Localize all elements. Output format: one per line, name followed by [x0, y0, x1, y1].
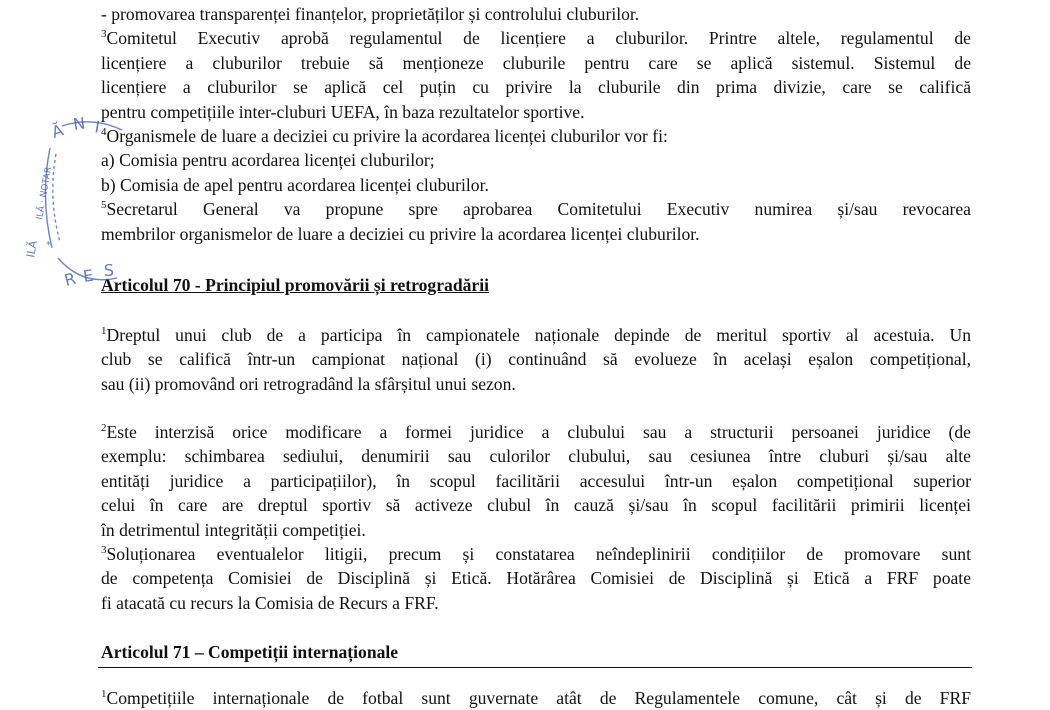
paragraph-number: 1 — [101, 688, 107, 701]
line-text: membrilor organismelor de luare a deciziei cu privire la acordarea licenței cluburilor. — [101, 223, 700, 244]
line-text: Soluționarea eventualelor litigii, precum și constatarea neîndeplinirii condițiilor de promovare sunt — [106, 544, 971, 564]
svg-text:I: I — [93, 117, 102, 137]
paragraph-number: 2 — [101, 422, 107, 435]
line-text: fi atacată cu recurs la Comisia de Recurs a FRF. — [101, 592, 439, 613]
line-text: sau (ii) promovând ori retrogradând la sfârșitul unui sezon. — [101, 373, 516, 394]
line-text: pentru competițiile inter-cluburi UEFA, în baza rezultatelor sportive. — [101, 101, 585, 122]
line-text: în detrimentul integrității competiției. — [101, 519, 366, 540]
line-text: entități juridice a participațiilor), în scopul facilitării accesului într-un eșalon competițional superior — [101, 470, 971, 491]
line-text: Organismele de luare a deciziei cu privire la acordarea licenței cluburilor vor fi: — [106, 126, 668, 146]
line-text: - promovarea transparenței finanțelor, proprietăților și controlului cluburilor. — [101, 4, 640, 24]
paragraph-number: 4 — [101, 126, 107, 139]
article-70-p2-line — [101, 420, 971, 444]
svg-text:Ă: Ă — [49, 120, 66, 142]
svg-text:E: E — [81, 265, 95, 286]
licensing-line — [101, 197, 971, 221]
licensing-line — [101, 222, 971, 246]
licensing-line — [101, 148, 971, 172]
article-70-p2-line — [101, 542, 971, 566]
svg-text:*: * — [46, 240, 51, 251]
licensing-line — [101, 2, 971, 26]
svg-text:S: S — [103, 260, 115, 280]
line-text: celui în care are dreptul sportiv să activeze clubul în cauză și/sau în scopul facilitării primirii licenței — [101, 495, 971, 516]
paragraph-number: 3 — [101, 544, 107, 557]
article-70-p2-line — [101, 566, 971, 590]
licensing-line — [101, 51, 971, 75]
article-71-line — [101, 686, 971, 710]
svg-text:ILĂ: ILĂ — [24, 239, 40, 259]
licensing-line — [101, 26, 971, 50]
paragraph-number: 3 — [101, 28, 107, 41]
article-70-heading: Articolul 70 - Principiul promovării și retrogradării — [101, 275, 489, 295]
licensing-line — [101, 100, 971, 124]
article-70-p2-line — [101, 444, 971, 468]
line-text: exemplu: schimbarea sediului, denumirii sau culorilor clubului, sau cesiunea între cluburi și/sau alte — [101, 446, 971, 467]
line-text: b) Comisia de apel pentru acordarea licenței cluburilor. — [101, 174, 489, 195]
article-70-p2-line — [101, 469, 971, 493]
article-70-p1-line — [101, 372, 971, 396]
line-text: Dreptul unui club de a participa în campionatele naționale depinde de meritul sportiv al acestuia. Un — [106, 325, 971, 345]
article-70-p2-line — [101, 591, 971, 615]
line-text: a) Comisia pentru acordarea licenței cluburilor; — [101, 150, 435, 171]
article-70-p1-line — [101, 347, 971, 371]
article-70-p1-line — [101, 323, 971, 347]
line-text: Competițiile internaționale de fotbal sunt guvernate atât de Regulamentele comune, cât și de FRF — [106, 688, 971, 708]
licensing-line — [101, 173, 971, 197]
paragraph-number: 5 — [101, 199, 107, 212]
paragraph-number: 1 — [101, 325, 107, 338]
line-text: club se califică într-un campionat național (i) continuând să evolueze în același eșalon competițional, — [101, 349, 971, 370]
line-text: Secretarul General va propune spre aprobarea Comitetului Executiv numirea și/sau revocarea — [106, 199, 971, 220]
line-text: licențiere a cluburilor se aplică cel puțin cu privire la cluburile din prima divizie, care se califică — [101, 77, 971, 98]
article-70-p2-line — [101, 518, 971, 542]
svg-text:ILĂ · NOTAR: ILĂ · NOTAR — [35, 166, 55, 221]
svg-text:R: R — [62, 268, 78, 290]
line-text: licențiere a cluburilor trebuie să menționeze cluburile pentru care se aplică sistemul. Sistemul de — [101, 52, 971, 73]
svg-text:N: N — [71, 113, 87, 134]
line-text: Comitetul Executiv aprobă regulamentul de licențiere a cluburilor. Printre altele, regulamentul de — [106, 28, 971, 49]
article-70-p2-line — [101, 493, 971, 517]
licensing-line — [101, 124, 971, 148]
line-text: de competența Comisiei de Disciplină și Etică. Hotărârea Comisiei de Disciplină și Etică a FRF poate — [101, 568, 971, 589]
licensing-line — [101, 75, 971, 99]
line-text: Este interzisă orice modificare a formei juridice a clubului sau a structurii persoanei juridice (de — [106, 422, 971, 442]
heading-rule — [98, 667, 972, 668]
article-71-heading: Articolul 71 – Competiții internaționale — [101, 642, 399, 662]
